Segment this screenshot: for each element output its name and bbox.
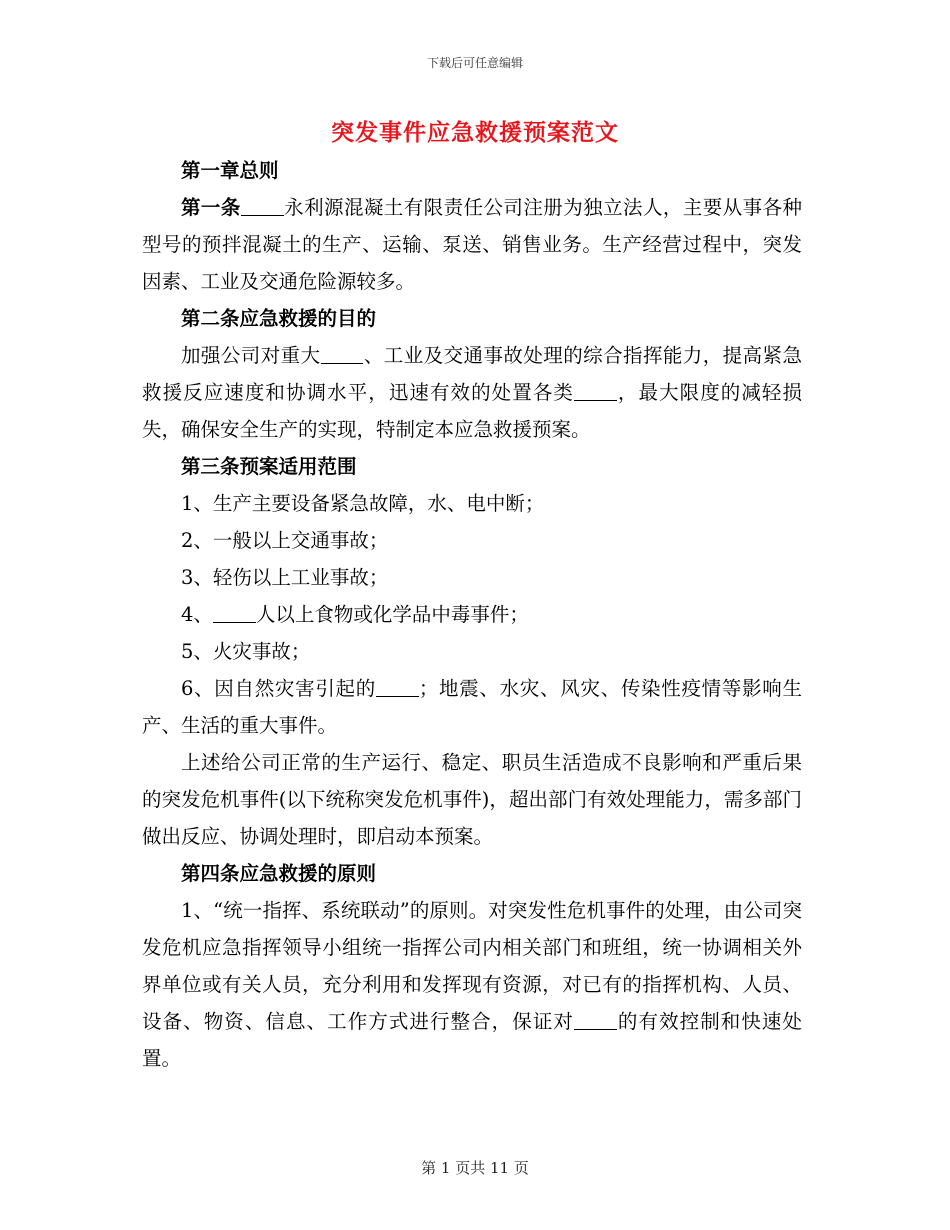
principle-1-text-b: 的有效控制和快速处置。	[142, 1010, 802, 1070]
scope-item-6	[142, 670, 802, 744]
article-1-text: 永利源混凝土有限责任公司注册为独立法人，主要从事各种型号的预拌混凝土的生产、运输、泵送、销售业务。生产经营过程中，突发因素、工业及交通危险源较多。	[142, 196, 802, 293]
article-2-heading: 第二条应急救援的目的	[181, 307, 377, 330]
document-body	[142, 152, 802, 1077]
scope-item-2: 2、一般以上交通事故；	[181, 529, 389, 552]
scope-item-6-text: ；地震、水灾、风灾、传染性疫情等影响生产、生活的重大事件。	[142, 677, 802, 737]
page-footer: 第 1 页共 11 页	[421, 1159, 529, 1177]
scope-item-4-prefix: 4、	[181, 603, 213, 626]
purpose-text-a: 加强公司对重大	[181, 344, 321, 367]
article-1-label: 第一条	[181, 196, 241, 219]
scope-item-5: 5、火灾事故；	[181, 640, 311, 663]
blank-line	[574, 381, 617, 402]
scope-item-4-text: 人以上食物或化学品中毒事件；	[255, 603, 529, 626]
scope-item-4	[142, 596, 802, 633]
article-4-heading: 第四条应急救援的原则	[181, 862, 377, 885]
article-1-paragraph	[142, 189, 802, 300]
chapter-heading: 第一章总则	[181, 159, 279, 182]
blank-line	[213, 603, 256, 624]
scope-summary-paragraph: 上述给公司正常的生产运行、稳定、职员生活造成不良影响和严重后果的突发危机事件(以下统称突发危机事件)，超出部门有效处理能力，需多部门做出反应、协调处理时，即启动本预案。	[142, 751, 802, 848]
purpose-text-c: ，最大限度的减轻损失，确保安全生产的实现，特制定本应急救援预案。	[142, 381, 802, 441]
scope-item-1: 1、生产主要设备紧急故障，水、电中断；	[181, 492, 545, 515]
page-header: 下载后可任意编辑	[426, 56, 523, 70]
purpose-text-b: 、工业及交通事故处理的综合指挥能力，提高紧急救援反应速度和协调水平，迅速有效的处置各类	[142, 344, 802, 404]
scope-item-3: 3、轻伤以上工业事故；	[181, 566, 389, 589]
principle-1-text-a: 1、“统一指挥、系统联动”的原则。对突发性危机事件的处理，由公司突发危机应急指挥领导小组统一指挥公司内相关部门和班组，统一协调相关外界单位或有关人员，充分利用和发挥现有资源，对已有的指挥机构、人员、设备、物资、信息、工作方式进行整合，保证对	[142, 899, 802, 1033]
blank-line	[321, 344, 364, 365]
principle-1-paragraph	[142, 892, 802, 1077]
document-title: 突发事件应急救援预案范文	[331, 119, 619, 146]
scope-item-6-prefix: 6、因自然灾害引起的	[181, 677, 376, 700]
blank-line	[241, 196, 284, 217]
blank-line	[376, 677, 419, 698]
article-3-heading: 第三条预案适用范围	[181, 455, 357, 478]
purpose-paragraph	[142, 337, 802, 448]
blank-line	[574, 1010, 617, 1031]
